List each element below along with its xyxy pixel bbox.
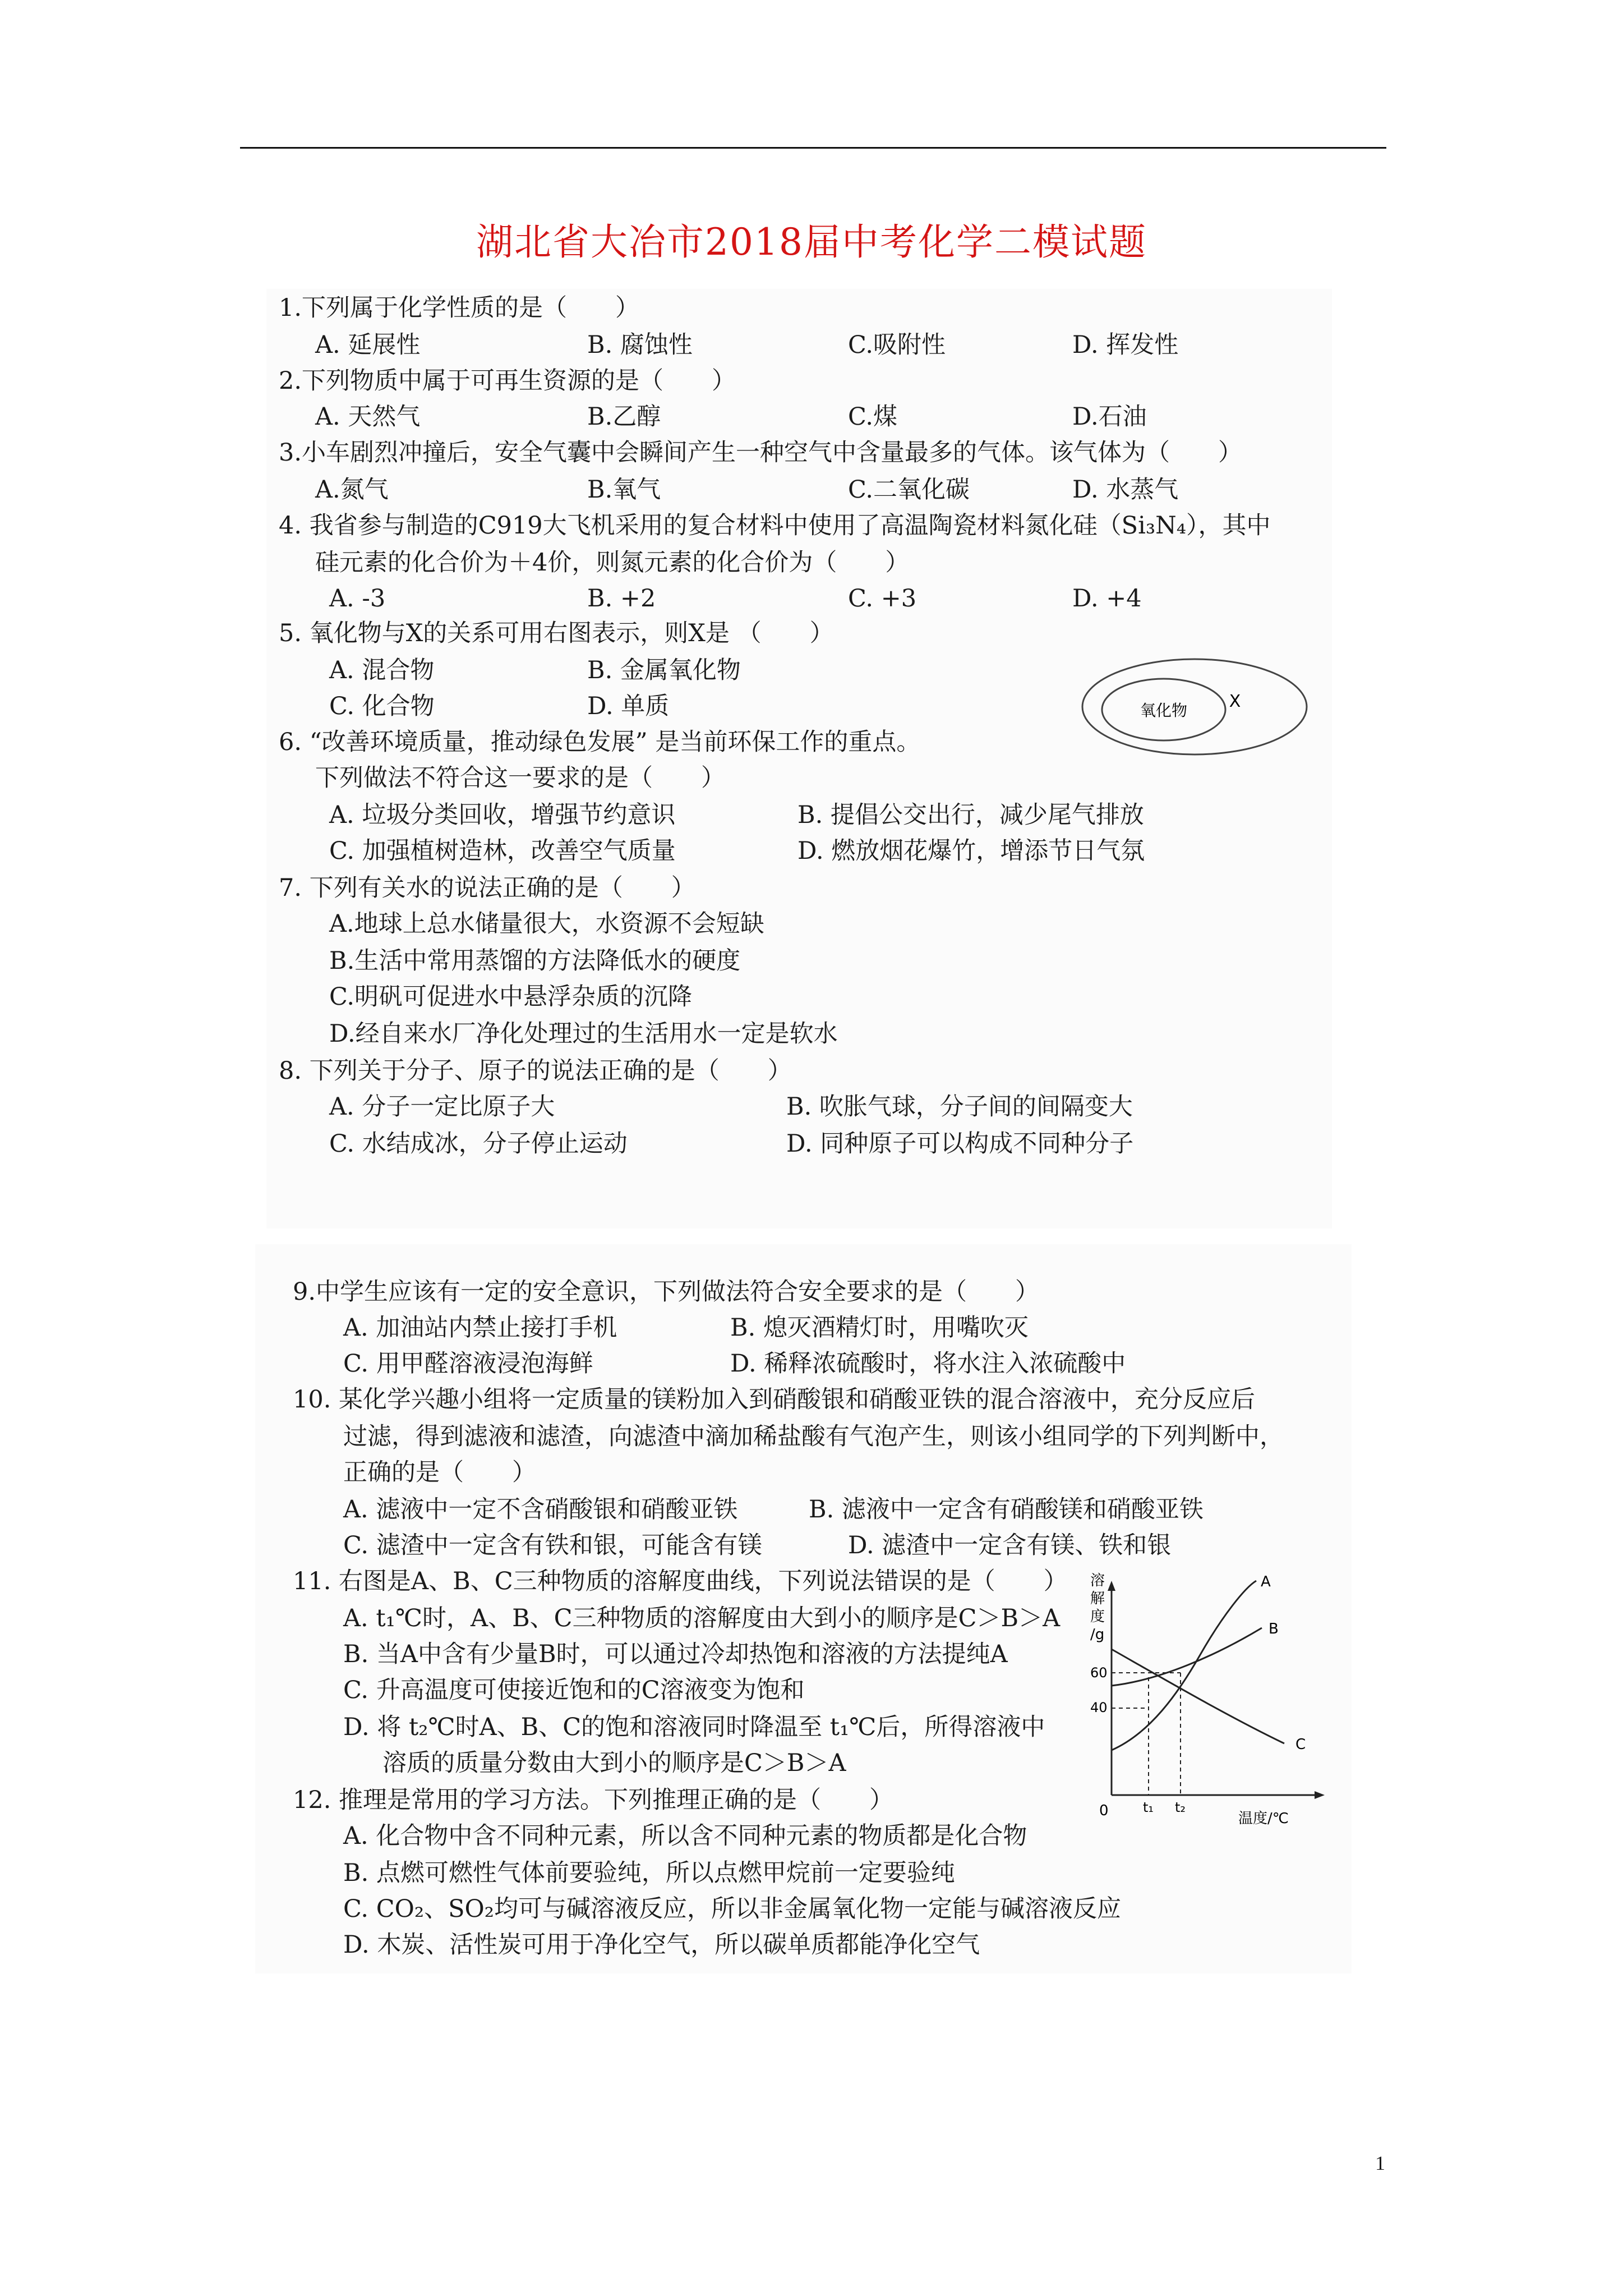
q9-option-b: B. 熄灭酒精灯时，用嘴吹灭 <box>730 1314 1029 1342</box>
q2-option-d: D.石油 <box>1072 403 1147 431</box>
q5-option-b: B. 金属氧化物 <box>587 656 741 684</box>
q8-option-a: A. 分子一定比原子大 <box>329 1093 555 1121</box>
q1-option-b: B. 腐蚀性 <box>587 331 693 359</box>
question-2-stem: 2.下列物质中属于可再生资源的是（ ） <box>279 367 736 395</box>
page-title: 湖北省大冶市2018届中考化学二模试题 <box>476 220 1147 264</box>
y-axis-label-char-1: 溶 <box>1090 1572 1105 1589</box>
question-10-stem-line-3: 正确的是（ ） <box>343 1458 536 1487</box>
curve-c <box>1112 1649 1284 1743</box>
question-6-stem-line-1: 6. “改善环境质量，推动绿色发展” 是当前环保工作的重点。 <box>279 728 921 756</box>
q6-option-a: A. 垃圾分类回收，增强节约意识 <box>329 801 676 829</box>
curve-a <box>1112 1581 1256 1750</box>
q10-option-c: C. 滤渣中一定含有铁和银，可能含有镁 <box>343 1531 762 1559</box>
q9-option-a: A. 加油站内禁止接打手机 <box>343 1314 617 1342</box>
y-tick-60: 60 <box>1090 1665 1108 1681</box>
question-9-stem: 9.中学生应该有一定的安全意识，下列做法符合安全要求的是（ ） <box>293 1278 1040 1306</box>
q1-option-a: A. 延展性 <box>315 331 421 359</box>
q3-option-c: C.二氧化碳 <box>848 476 970 504</box>
q10-option-d: D. 滤渣中一定含有镁、铁和银 <box>848 1531 1172 1559</box>
question-11-stem: 11. 右图是A、B、C三种物质的溶解度曲线，下列说法错误的是（ ） <box>293 1567 1068 1595</box>
q3-option-a: A.氮气 <box>315 476 389 504</box>
q11-option-c: C. 升高温度可使接近饱和的C溶液变为饱和 <box>343 1676 805 1704</box>
q11-option-b: B. 当A中含有少量B时，可以通过冷却热饱和溶液的方法提纯A <box>343 1640 1008 1668</box>
question-7-stem: 7. 下列有关水的说法正确的是（ ） <box>279 874 695 902</box>
venn-outer-label: X <box>1229 692 1241 711</box>
y-axis-label-char-4: /g <box>1090 1626 1105 1643</box>
q11-option-a: A. t₁℃时，A、B、C三种物质的溶解度由大到小的顺序是C＞B＞A <box>343 1604 1061 1632</box>
curve-b-label: B <box>1269 1621 1279 1637</box>
x-axis-arrow <box>1315 1791 1325 1799</box>
q5-option-a: A. 混合物 <box>329 656 435 684</box>
question-5-stem: 5. 氧化物与X的关系可用右图表示，则X是 （ ） <box>279 619 834 647</box>
venn-inner-label: 氧化物 <box>1140 701 1188 720</box>
venn-outer-ellipse <box>1082 659 1307 754</box>
venn-diagram <box>1077 651 1312 763</box>
y-tick-40: 40 <box>1090 1700 1108 1715</box>
y-axis-label-char-3: 度 <box>1090 1608 1105 1625</box>
q3-option-b: B.氧气 <box>587 476 661 504</box>
q2-option-c: C.煤 <box>848 403 898 431</box>
q8-option-c: C. 水结成冰，分子停止运动 <box>329 1130 628 1158</box>
q4-option-b: B. +2 <box>587 585 656 613</box>
q12-option-a: A. 化合物中含不同种元素，所以含不同种元素的物质都是化合物 <box>343 1822 1027 1850</box>
q12-option-d: D. 木炭、活性炭可用于净化空气，所以碳单质都能净化空气 <box>343 1931 980 1959</box>
q7-option-d: D.经自来水厂净化处理过的生活用水一定是软水 <box>329 1020 838 1048</box>
q11-option-d: D. 将 t₂℃时A、B、C的饱和溶液同时降温至 t₁℃后，所得溶液中 <box>343 1713 1045 1741</box>
y-axis-label-char-2: 解 <box>1090 1590 1105 1607</box>
q4-option-d: D. +4 <box>1072 585 1142 613</box>
page-number: 1 <box>1375 2152 1385 2174</box>
y-axis-arrow <box>1108 1581 1115 1591</box>
q7-option-c: C.明矾可促进水中悬浮杂质的沉降 <box>329 983 693 1011</box>
question-4-stem-line-2: 硅元素的化合价为＋4价，则氮元素的化合价为（ ） <box>315 549 910 577</box>
solubility-chart <box>1082 1565 1340 1834</box>
question-6-stem-line-2: 下列做法不符合这一要求的是（ ） <box>315 764 725 792</box>
q1-option-d: D. 挥发性 <box>1072 331 1179 359</box>
curve-a-label: A <box>1261 1573 1271 1590</box>
x-tick-t1: t₁ <box>1143 1800 1154 1815</box>
question-4-stem-line-1: 4. 我省参与制造的C919大飞机采用的复合材料中使用了高温陶瓷材料氮化硅（Si₃N₄），其中 <box>279 512 1271 540</box>
header-rule <box>240 147 1386 149</box>
question-3-stem: 3.小车剧烈冲撞后，安全气囊中会瞬间产生一种空气中含量最多的气体。该气体为（ ） <box>279 439 1243 467</box>
x-axis-label: 温度/℃ <box>1238 1810 1289 1827</box>
question-8-stem: 8. 下列关于分子、原子的说法正确的是（ ） <box>279 1057 792 1085</box>
curve-c-label: C <box>1295 1736 1306 1753</box>
q3-option-d: D. 水蒸气 <box>1072 476 1179 504</box>
q11-option-d-continued: 溶质的质量分数由大到小的顺序是C＞B＞A <box>382 1749 846 1777</box>
q4-option-a: A. -3 <box>329 585 386 613</box>
question-12-stem: 12. 推理是常用的学习方法。下列推理正确的是（ ） <box>293 1786 894 1814</box>
q12-option-c: C. CO₂、SO₂均可与碱溶液反应，所以非金属氧化物一定能与碱溶液反应 <box>343 1895 1122 1923</box>
q2-option-b: B.乙醇 <box>587 403 661 431</box>
q8-option-d: D. 同种原子可以构成不同种分子 <box>786 1130 1134 1158</box>
q7-option-a: A.地球上总水储量很大，水资源不会短缺 <box>329 910 764 938</box>
q4-option-c: C. +3 <box>848 585 917 613</box>
q9-option-c: C. 用甲醛溶液浸泡海鲜 <box>343 1350 593 1378</box>
q12-option-b: B. 点燃可燃性气体前要验纯，所以点燃甲烷前一定要验纯 <box>343 1859 955 1887</box>
q1-option-c: C.吸附性 <box>848 331 946 359</box>
q10-option-b: B. 滤液中一定含有硝酸镁和硝酸亚铁 <box>809 1496 1204 1524</box>
q10-option-a: A. 滤液中一定不含硝酸银和硝酸亚铁 <box>343 1496 738 1524</box>
question-1-stem: 1.下列属于化学性质的是（ ） <box>279 294 640 322</box>
q2-option-a: A. 天然气 <box>315 403 421 431</box>
q6-option-d: D. 燃放烟花爆竹，增添节日气氛 <box>797 837 1145 865</box>
q9-option-d: D. 稀释浓硫酸时，将水注入浓硫酸中 <box>730 1350 1126 1378</box>
q6-option-c: C. 加强植树造林，改善空气质量 <box>329 837 676 865</box>
q7-option-b: B.生活中常用蒸馏的方法降低水的硬度 <box>329 947 741 975</box>
q5-option-d: D. 单质 <box>587 692 670 720</box>
x-tick-t2: t₂ <box>1175 1800 1186 1815</box>
q6-option-b: B. 提倡公交出行，减少尾气排放 <box>797 801 1144 829</box>
question-10-stem-line-1: 10. 某化学兴趣小组将一定质量的镁粉加入到硝酸银和硝酸亚铁的混合溶液中，充分反应后 <box>293 1386 1256 1414</box>
q8-option-b: B. 吹胀气球，分子间的间隔变大 <box>786 1093 1133 1121</box>
question-10-stem-line-2: 过滤，得到滤液和滤渣，向滤渣中滴加稀盐酸有气泡产生，则该小组同学的下列判断中， <box>343 1423 1284 1451</box>
q5-option-c: C. 化合物 <box>329 692 435 720</box>
origin-label: 0 <box>1099 1802 1109 1819</box>
